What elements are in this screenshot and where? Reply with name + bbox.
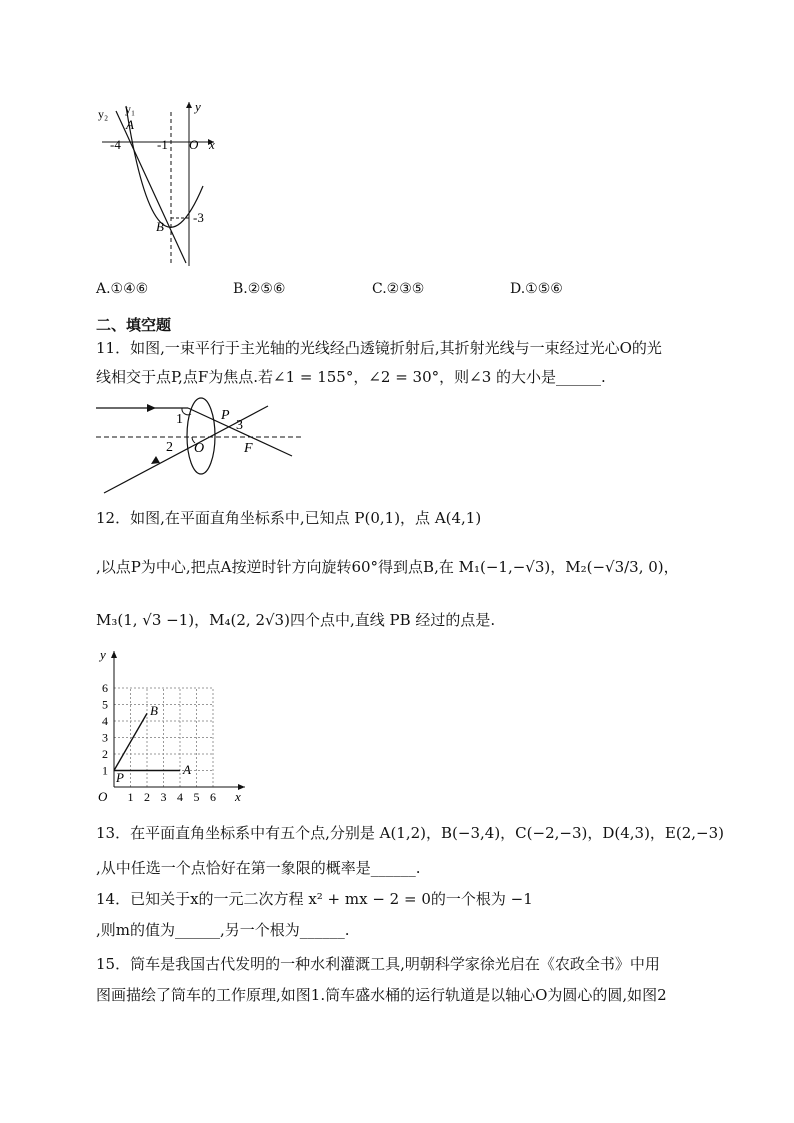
x-tick-label: 3 — [160, 790, 167, 804]
y-tick-label: 1 — [102, 763, 108, 778]
q12-line1: 12．如图,在平面直角坐标系中,已知点 P(0,1)，点 A(4,1) — [96, 509, 482, 527]
q14-line1: 14．已知关于x的一元二次方程 x² + mx − 2 = 0的一个根为 −1 — [96, 890, 533, 908]
y-axis-label: y — [100, 647, 106, 662]
x-tick-label: 4 — [177, 790, 183, 804]
x-tick-label: 5 — [193, 790, 200, 804]
option-d: D.①⑤⑥ — [510, 281, 563, 297]
x-axis-label: x — [209, 137, 215, 152]
q11-line2: 线相交于点P,点F为焦点.若∠1 = 155°，∠2 = 30°，则∠3 的大小是______. — [96, 368, 606, 386]
point-b-label: B — [156, 219, 164, 234]
origin-label: O — [98, 789, 108, 804]
q12-line2: ,以点P为中心,把点A按逆时针方向旋转60°得到点B,在 M₁(−1,−√3)，M₂(−√3/3, 0)， — [96, 558, 679, 576]
q15-line1: 15．筒车是我国古代发明的一种水利灌溉工具,明朝科学家徐光启在《农政全书》中用 — [96, 955, 660, 973]
q15-line2: 图画描绘了筒车的工作原理,如图1.筒车盛水桶的运行轨道是以轴心O为圆心的圆,如图2 — [96, 986, 667, 1004]
x-tick-label: 2 — [144, 790, 150, 804]
section-title: 二、填空题 — [96, 316, 172, 334]
option-a: A.①④⑥ — [96, 281, 149, 297]
point-f-label: F — [244, 441, 253, 456]
point-b-label: B — [150, 703, 158, 718]
tick-neg4: -4 — [110, 137, 121, 152]
q13-line1: 13．在平面直角坐标系中有五个点,分别是 A(1,2)，B(−3,4)，C(−2,−3)，D(4,3)，E(2,−3) — [96, 824, 725, 842]
point-a-label: A — [183, 762, 191, 777]
point-a-label: A — [126, 117, 134, 132]
option-b: B.②⑤⑥ — [233, 281, 286, 297]
x-axis-label: x — [235, 789, 241, 804]
x-tick-label: 6 — [210, 790, 216, 804]
y-tick-label: 6 — [102, 681, 108, 695]
y-axis-label: y — [195, 99, 201, 114]
angle-2-label: 2 — [166, 440, 173, 455]
origin-label: O — [189, 137, 199, 152]
point-p-label: P — [221, 408, 230, 423]
x-tick-label: 1 — [127, 790, 134, 804]
grid-lines — [114, 688, 213, 787]
angle-1-label: 1 — [176, 412, 183, 427]
q14-line2: ,则m的值为______,另一个根为______. — [96, 921, 350, 939]
tick-neg1: -1 — [157, 137, 168, 152]
q11-line1: 11．如图,一束平行于主光轴的光线经凸透镜折射后,其折射光线与一束经过光心O的光 — [96, 339, 662, 357]
q13-line2: ,从中任选一个点恰好在第一象限的概率是______. — [96, 859, 421, 877]
y-tick-label: 5 — [102, 697, 108, 712]
coordinate-grid-figure — [90, 645, 250, 810]
q12-line3: M₃(1, √3 −1)，M₄(2, 2√3)四个点中,直线 PB 经过的点是. — [96, 611, 496, 629]
point-p-label: P — [116, 770, 124, 785]
y1-label: y₁ — [125, 102, 136, 116]
y-tick-label: 4 — [102, 714, 108, 728]
y2-label: y₂ — [98, 107, 109, 121]
point-o-label: O — [194, 441, 205, 456]
parabola-line-figure — [96, 98, 236, 270]
lens-figure — [96, 396, 306, 500]
option-c: C.②③⑤ — [372, 281, 425, 297]
tick-neg3: -3 — [193, 210, 204, 225]
y-tick-label: 3 — [102, 730, 108, 745]
angle-3-label: 3 — [236, 418, 243, 433]
y-tick-label: 2 — [102, 747, 108, 761]
